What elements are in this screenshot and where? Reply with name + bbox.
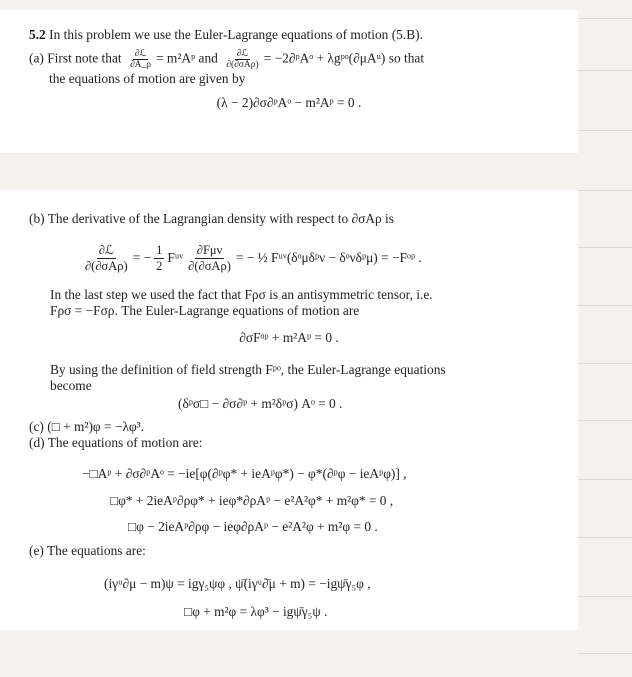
fraction <box>154 243 164 274</box>
part-e-equation2: □φ + m²φ = λφ³ − igψ̄γ₅ψ . <box>184 604 328 619</box>
frac-num: ∂ℒ <box>236 49 249 59</box>
part-a-line2: the equations of motion are given by <box>49 71 246 86</box>
part-a-label: (a) <box>29 50 44 66</box>
part-e-line1 <box>29 543 146 559</box>
fraction <box>83 243 130 274</box>
part-a-line1 <box>29 49 424 70</box>
frac-num: ∂ℒ <box>98 243 114 258</box>
part-b-text: The derivative of the Lagrangian density with respect to ∂σAρ is <box>47 211 394 226</box>
margin-rule <box>578 190 632 191</box>
frac-den: ∂(∂σAρ) <box>85 259 128 274</box>
part-b-line1 <box>29 211 394 227</box>
eq-rhs: = − ½ Fᵘᵛ(δᵒμδᵖν − δᵒνδᵖμ) = −Fᵒᵖ . <box>235 250 422 265</box>
part-b-equation3: (δᵖσ□ − ∂σ∂ᵖ + m²δᵖσ) Aᵒ = 0 . <box>178 396 343 411</box>
part-d-text: The equations of motion are: <box>47 435 203 450</box>
frac-num: 1 <box>156 243 163 258</box>
margin-rule <box>578 70 632 71</box>
margin-rule <box>578 305 632 306</box>
fraction <box>128 49 153 70</box>
part-b-para2-line1: By using the definition of field strength Fᵖᵒ, the Euler-Lagrange equations <box>50 362 446 377</box>
part-d-equation2: □φ* + 2ieAᵖ∂ρφ* + ieφ*∂ρAᵖ − e²A²φ* + m²φ* = 0 , <box>110 493 394 508</box>
part-e-equation1: (iγᵘ∂μ − m)ψ = igγ₅ψφ , ψ̄(iγᵘ∂̄μ + m) = −igψ̄γ₅φ , <box>104 576 371 591</box>
frac-num: ∂Fμν <box>196 243 223 258</box>
margin-rule <box>578 479 632 480</box>
frac-den: ∂(∂σAρ) <box>226 60 259 70</box>
frac-den: ∂A_ρ <box>129 60 152 70</box>
section-intro: In this problem we use the Euler-Lagrange equations of motion (5.B). <box>49 27 423 42</box>
margin-rule <box>578 130 632 131</box>
part-a-text: First note that <box>47 50 122 66</box>
part-e-text: The equations are: <box>46 543 146 558</box>
part-c-text: (□ + m²)φ = −λφ³. <box>47 419 145 434</box>
margin-rule <box>578 420 632 421</box>
part-a-eq1: = m²Aᵖ and <box>156 50 218 66</box>
part-a-eq2: = −2∂ᵖAᵒ + λgᵖᵒ(∂μAᵘ) so that <box>263 50 425 66</box>
part-e-label: (e) <box>29 543 44 558</box>
section-heading <box>29 27 423 43</box>
part-a-equation: (λ − 2)∂σ∂ᵖAᵒ − m²Aᵖ = 0 . <box>216 95 362 110</box>
fraction <box>224 49 260 70</box>
margin-rule <box>578 537 632 538</box>
eq-mid: = − <box>132 250 152 265</box>
frac-den: ∂(∂σAρ) <box>188 259 231 274</box>
part-d-equation3: □φ − 2ieAᵖ∂ρφ − ieφ∂ρAᵖ − e²A²φ + m²φ = 0 . <box>128 519 378 534</box>
section-number: 5.2 <box>29 27 46 42</box>
part-b-para1-line1: In the last step we used the fact that Fρσ is an antisymmetric tensor, i.e. <box>50 287 433 302</box>
fraction <box>186 243 233 274</box>
part-d-line1 <box>29 435 202 451</box>
frac-num: ∂ℒ <box>134 49 147 59</box>
margin-rule <box>578 596 632 597</box>
part-b-equation1 <box>80 240 422 276</box>
margin-rule <box>578 247 632 248</box>
part-c <box>29 419 144 435</box>
part-d-label: (d) <box>29 435 45 450</box>
part-b-para2-line2: become <box>50 378 92 393</box>
part-b-para1-line2: Fρσ = −Fσρ. The Euler-Lagrange equations of motion are <box>50 303 360 318</box>
part-b-label: (b) <box>29 211 45 226</box>
part-b-equation2: ∂σFᵒᵖ + m²Aᵖ = 0 . <box>239 330 339 345</box>
margin-rule <box>578 653 632 654</box>
margin-rule <box>578 363 632 364</box>
frac-den: 2 <box>156 259 163 274</box>
eq-f: Fᵘᵛ <box>167 250 184 265</box>
part-c-label: (c) <box>29 419 44 434</box>
part-d-equation1: −□Aᵖ + ∂σ∂ᵖAᵒ = −ie[φ(∂ᵖφ* + ieAᵖφ*) − φ*(∂ᵖφ − ieAᵖφ)] , <box>82 466 407 481</box>
margin-rule <box>578 18 632 19</box>
